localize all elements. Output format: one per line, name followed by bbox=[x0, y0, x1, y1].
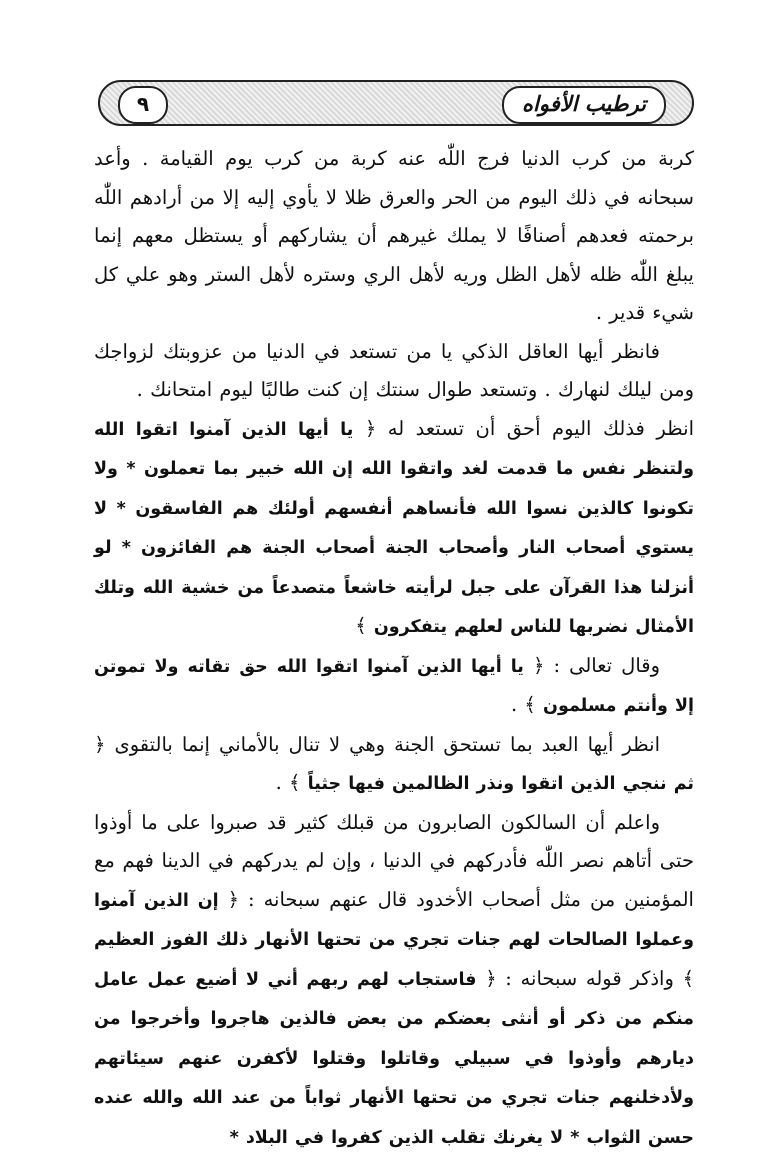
paragraph bbox=[94, 726, 694, 804]
body-text: ﴾ واذكر قوله سبحانه : ﴿ bbox=[477, 967, 694, 990]
page-number: ٩ bbox=[118, 86, 168, 124]
body-text: واعلم أن السالكون الصابرون من قبلك كثير قد صبروا على ما أوذوا حتى أتاهم نصر اللّٰه فأدركهم في الدنيا ، وإن لم يدركهم في الدينا فهم مع المؤمنين من مثل أصحاب الأخدود قال عنهم سبحانه : ﴿ bbox=[94, 811, 694, 911]
quran-quote: يا أيها الذين آمنوا اتقوا الله حق تقاته ولا تموتن إلا وأنتم مسلمون bbox=[94, 657, 694, 717]
body-text: كربة من كرب الدنيا فرج اللّٰه عنه كربة من كرب يوم القيامة . وأعد سبحانه في ذلك اليوم من الحر والعرق ظلا لا يأوي إليه إلا من أرادهم اللّٰه برحمته فعدهم أصنافًا لا يملك غيرهم أن يشاركهم أو يستظل معهم إنما يبلغ اللّٰه ظله لأهل الظل وريه لأهل الري وستره لأهل الستر وهو علي كل شيء قدير . bbox=[94, 147, 694, 324]
quran-quote: ثم ننجي الذين اتقوا ونذر الظالمين فيها جثياً bbox=[308, 774, 694, 794]
body-text: فانظر أيها العاقل الذكي يا من تستعد في الدنيا من عزوبتك لزواجك ومن ليلك لنهارك . وتستعد طوال سنتك إن كنت طالبًا ليوم امتحانك . bbox=[94, 340, 694, 402]
body-text: ﴾ bbox=[355, 614, 374, 637]
paragraph bbox=[94, 410, 694, 647]
book-title: ترطيب الأفواه bbox=[502, 86, 666, 124]
body-text: انظر أيها العبد بما تستحق الجنة وهي لا تنال بالأماني إنما بالتقوى ﴿ bbox=[94, 733, 660, 756]
body-text: انظر فذلك اليوم أحق أن تستعد له ﴿ bbox=[353, 417, 694, 440]
quran-quote: إن الذين آمنوا وعملوا الصالحات لهم جنات تجري من تحتها الأنهار ذلك الفوز العظيم bbox=[94, 891, 694, 951]
body-text: ﴾ . bbox=[511, 693, 543, 716]
body-text: ﴾ . bbox=[276, 771, 308, 794]
paragraph bbox=[94, 140, 694, 333]
paragraph bbox=[94, 647, 694, 726]
quran-quote: فاستجاب لهم ربهم أني لا أضيع عمل عامل منكم من ذكر أو أنثى بعضكم من بعض فالذين هاجروا وأخرجوا من ديارهم وأوذوا في سبيلي وقاتلوا وقتلوا لأكفرن عنهم سيئاتهم ولأدخلنهم جنات تجري من تحتها الأنهار ثواباً من عند الله والله عنده حسن الثواب * لا يغرنك تقلب الذين كفروا في البلاد * bbox=[94, 970, 694, 1148]
quran-quote: يا أيها الذين آمنوا اتقوا الله ولتنظر نفس ما قدمت لغد واتقوا الله إن الله خبير بما تعملون * ولا تكونوا كالذين نسوا الله فأنساهم أنفسهم أولئك هم الفاسقون * لا يستوي أصحاب النار وأصحاب الجنة أصحاب الجنة هم الفائزون * لو أنزلنا هذا القرآن على جبل لرأيته خاشعاً متصدعاً من خشية الله وتلك الأمثال نضربها للناس لعلهم يتفكرون bbox=[94, 420, 694, 638]
page-header bbox=[98, 80, 694, 126]
paragraph bbox=[94, 333, 694, 410]
page-body bbox=[94, 140, 694, 1157]
paragraph bbox=[94, 804, 694, 1157]
body-text: وقال تعالى : ﴿ bbox=[524, 654, 660, 677]
